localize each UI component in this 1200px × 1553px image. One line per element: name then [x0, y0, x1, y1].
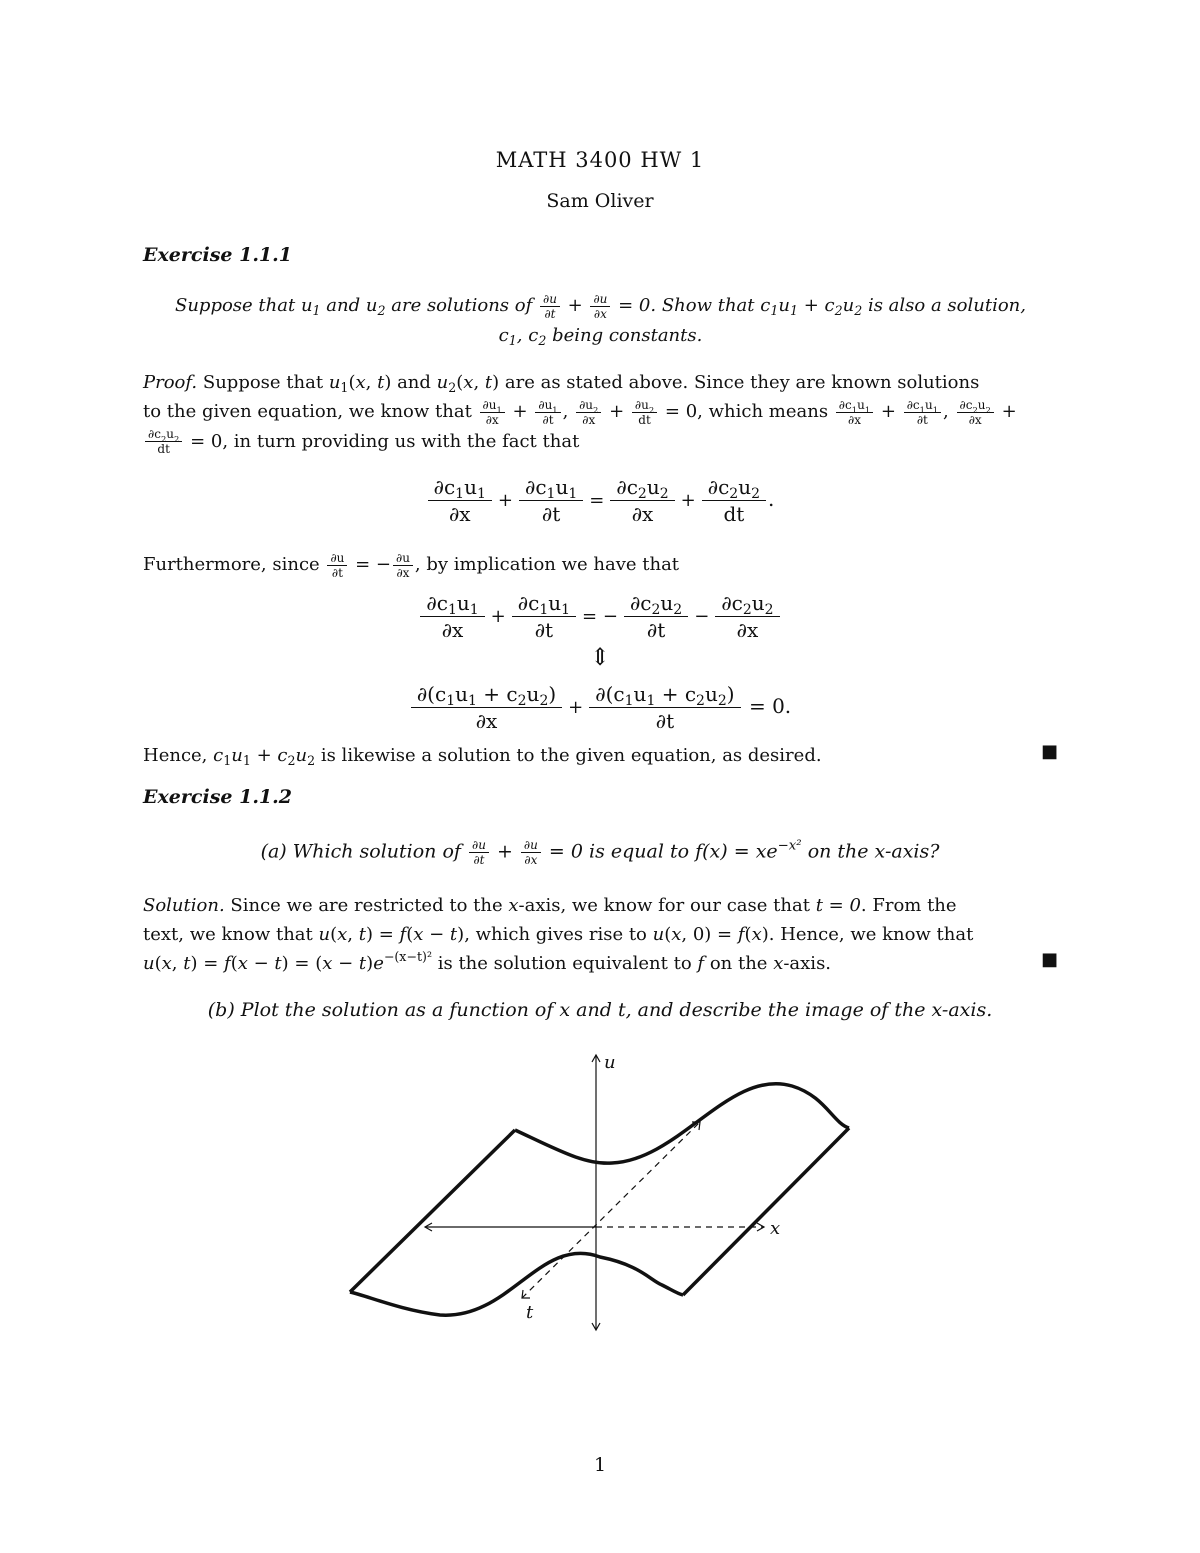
- equation-3: $\frac{\partial(c_1u_1 + c_2u_2)}{\partial x}$ + $\frac{\partial(c_1u_1 + c_2u_2)}{\partial t}$ = 0.: [0, 681, 1200, 734]
- qed-mark-1: ■: [1040, 741, 1058, 762]
- part-a-question: (a) Which solution of $\frac{\partial u}{\partial t}$ + $\frac{\partial u}{\partial x}$ = 0 is equal to $f(x) = xe^{-x^2}$ on the x-axis?: [260, 838, 940, 867]
- page-title: MATH 3400 HW 1: [495, 148, 705, 172]
- conclusion-paragraph: Hence, $c_1u_1 + c_2u_2$ is likewise a solution to the given equation, as desired.: [143, 745, 822, 768]
- equation-1: $\frac{\partial c_1u_1}{\partial x}$ + $\frac{\partial c_1u_1}{\partial t}$ = $\frac{\partial c_2u_2}{\partial x}$ + $\frac{\partial c_2u_2}{dt}$ .: [0, 474, 1200, 527]
- author-name: Sam Oliver: [546, 190, 654, 212]
- surface-left-edge: [350, 1130, 515, 1292]
- surface-right-edge: [683, 1128, 849, 1295]
- iff-arrow: ⇕: [589, 643, 611, 671]
- surface-front-curve: [350, 1253, 683, 1315]
- equation-2: $\frac{\partial c_1u_1}{\partial x}$ + $\frac{\partial c_1u_1}{\partial t}$ = − $\frac{\partial c_2u_2}{\partial t}$ − $\frac{\partial c_2u_2}{\partial x}$: [0, 590, 1200, 643]
- surface-back-curve: [515, 1084, 849, 1164]
- solution-paragraph: Solution. Since we are restricted to the x-axis, we know for our case that t = 0. From the text, we know that u(x, t) = f(x − t), which gives rise to u(x, 0) = f(x). Hence, we know that u(x, $t) = f(x - t) = (x - t)e^{-(x-t)^2}$ is the solution equivalent to f on the x-axis.: [143, 895, 974, 974]
- x-axis-label: x: [770, 1218, 781, 1239]
- t-axis-label: t: [526, 1302, 534, 1323]
- exercise-1-problem: Suppose that $u_1$ and $u_2$ are solutions of $\frac{\partial u}{\partial t}$ + $\frac{\partial u}{\partial x}$ = 0. Show that $c_1u_1 + c_2u_2$ is also a solution, $c_1$, $c_2$ being constants.: [175, 291, 1026, 348]
- exercise-heading-2: Exercise 1.1.2: [143, 786, 292, 808]
- part-b-question: (b) Plot the solution as a function of x and t, and describe the image of the x-axis.: [207, 999, 993, 1021]
- t-axis: [522, 1122, 700, 1298]
- exercise-heading-1: Exercise 1.1.1: [143, 244, 292, 266]
- furthermore-paragraph: Furthermore, since $\frac{\partial u}{\partial t}$ = − $\frac{\partial u}{\partial x}$ , by implication we have that: [143, 550, 680, 580]
- u-axis-label: u: [604, 1052, 616, 1073]
- page-number: 1: [593, 1454, 607, 1476]
- proof-paragraph: Proof. Suppose that $u_1(x$, t) and $u_2(x$, t) are as stated above. Since they are known solutions to the given equation, we know that $\frac{\partial u_1}{\partial x}$ + $\frac{\partial u_1}{\partial t}$ , $\frac{\partial u_2}{\partial x}$ + $\frac{\partial u_2}{dt}$ = 0, which means $\frac{\partial c_1u_1}{\partial x}$ + $\frac{\partial c_1u_1}{\partial t}$ , $\frac{\partial c_2u_2}{\partial x}$ + $\frac{\partial c_2u_2}{dt}$ = 0, in turn providing us with the fact that: [143, 372, 1017, 456]
- x-axis-arrow-right: [757, 1223, 764, 1231]
- qed-mark-2: ■: [1040, 949, 1058, 970]
